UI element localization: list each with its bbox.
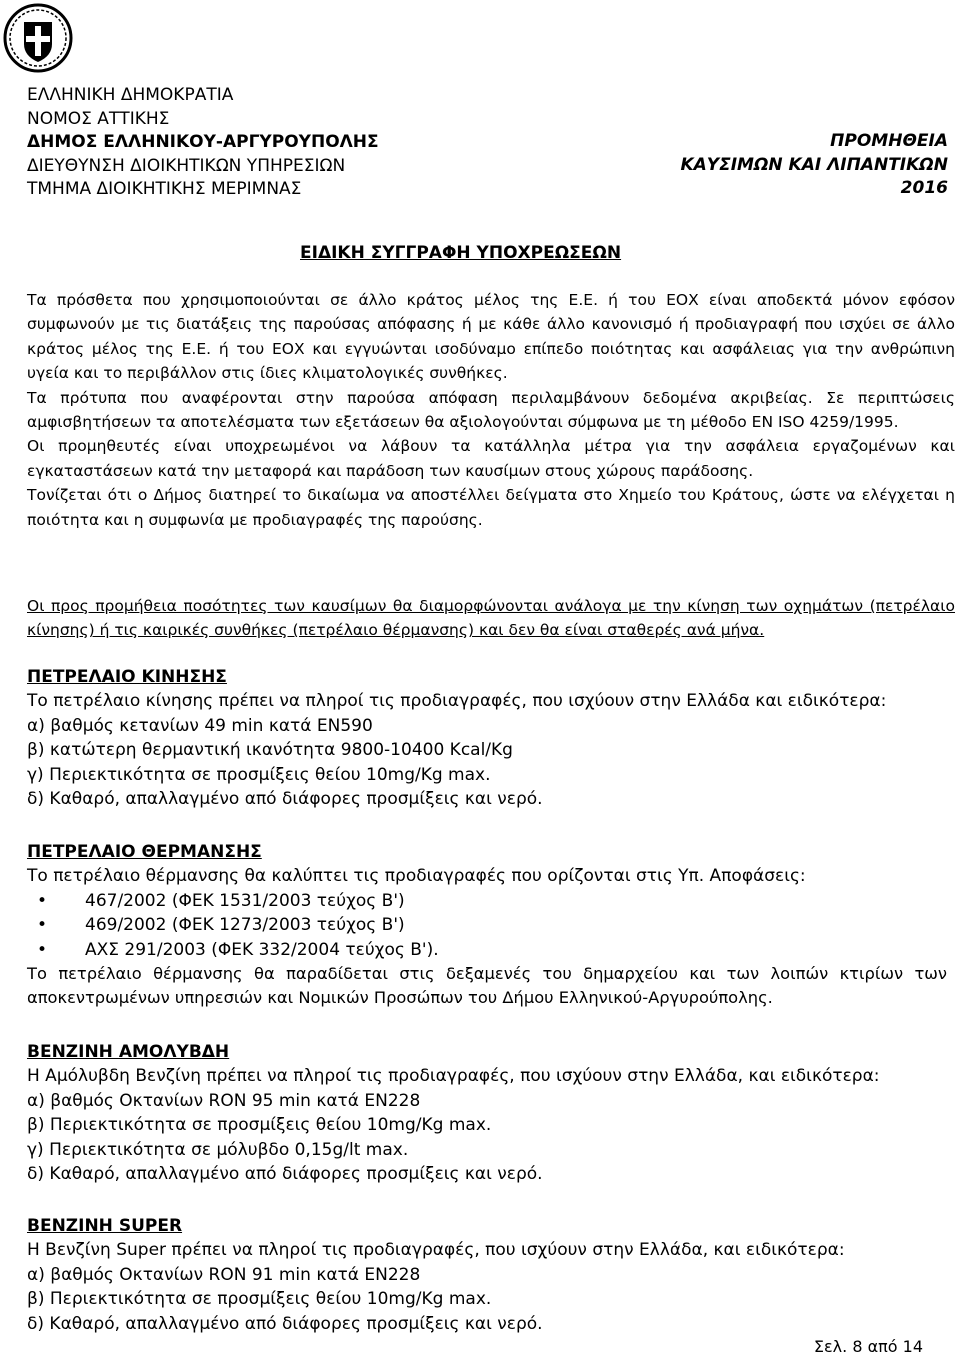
list-item: • 467/2002 (ΦΕΚ 1531/2003 τεύχος Β') (27, 889, 947, 913)
coat-of-arms-icon (2, 2, 74, 74)
spec-line: Η Βενζίνη Super πρέπει να πληροί τις προδιαγραφές, που ισχύουν στην Ελλάδα, και ειδικότερα: (27, 1240, 845, 1261)
intro-section (27, 288, 955, 532)
spec-line: β) Περιεκτικότητα σε προσμίξεις θείου 10mg/Kg max. (27, 1115, 492, 1136)
header-line: ΕΛΛΗΝΙΚΗ ΔΗΜΟΚΡΑΤΙΑ (27, 85, 234, 105)
header-line: ΝΟΜΟΣ ΑΤΤΙΚΗΣ (27, 108, 170, 129)
project-title-block (680, 130, 948, 201)
spec-line: δ) Καθαρό, απαλλαγμένο από διάφορες προσμίξεις και νερό. (27, 789, 543, 810)
list-item: • ΑΧΣ 291/2003 (ΦΕΚ 332/2004 τεύχος Β'). (27, 938, 947, 962)
paragraph: Τονίζεται ότι ο Δήμος διατηρεί το δικαίωμα να αποστέλλει δείγματα στο Χημείο του Κράτους, ώστε να ελέγχεται η ποιότητα και η συμφωνία με προδιαγραφές της παρούσης. (27, 486, 955, 529)
heating-section (27, 840, 947, 1011)
section-heading: ΠΕΤΡΕΛΑΙΟ ΚΙΝΗΣΗΣ (27, 667, 227, 687)
spec-line: δ) Καθαρό, απαλλαγμένο από διάφορες προσμίξεις και νερό. (27, 1313, 543, 1334)
spec-line: β) Περιεκτικότητα σε προσμίξεις θείου 10mg/Kg max. (27, 1289, 492, 1310)
quantities-note (27, 594, 955, 643)
underlined-note: Οι προς προμήθεια ποσότητες των καυσίμων θα διαμορφώνονται ανάλογα με την κίνηση των οχημάτων (πετρέλαιο κίνησης) ή τις καιρικές συνθήκες (πετρέλαιο θέρμανσης) και δεν θα είναι σταθερές ανά μήνα. (27, 597, 955, 640)
super-section (27, 1214, 947, 1336)
project-subtitle: ΚΑΥΣΙΜΩΝ ΚΑΙ ΛΙΠΑΝΤΙΚΩΝ (680, 154, 948, 175)
spec-line: Το πετρέλαιο θέρμανσης θα καλύπτει τις προδιαγραφές που ορίζονται στις Υπ. Αποφάσεις: (27, 866, 806, 887)
paragraph: Τα πρότυπα που αναφέρονται στην παρούσα απόφαση περιλαμβάνουν δεδομένα ακριβείας. Σε περιπτώσεις αμφισβητήσεων τα αποτελέσματα των εξετάσεων θα αξιολογούνται σύμφωνα με τη μέθοδο EN ISO 4259/1995. (27, 388, 955, 432)
list-item: • 469/2002 (ΦΕΚ 1273/2003 τεύχος Β') (27, 913, 947, 937)
paragraph: Οι προμηθευτές είναι υποχρεωμένοι να λάβουν τα κατάλληλα μέτρα για την ασφάλεια εργαζομένων και εγκαταστάσεων κατά την μεταφορά και παράδοση των καυσίμων στους χώρους παράδοσης. (27, 437, 955, 480)
spec-line: γ) Περιεκτικότητα σε προσμίξεις θείου 10mg/Kg max. (27, 764, 491, 785)
project-year: 2016 (900, 178, 948, 198)
spec-line: α) βαθμός κετανίων 49 min κατά ΕΝ590 (27, 715, 373, 736)
issuer-block (27, 84, 379, 202)
spec-line: Η Αμόλυβδη Βενζίνη πρέπει να πληροί τις προδιαγραφές, που ισχύουν στην Ελλάδα, και ειδικότερα: (27, 1066, 880, 1087)
page-number: Σελ. 8 από 14 (813, 1337, 923, 1356)
spec-line: γ) Περιεκτικότητα σε μόλυβδο 0,15g/lt max. (27, 1139, 409, 1160)
section-heading: ΠΕΤΡΕΛΑΙΟ ΘΕΡΜΑΝΣΗΣ (27, 842, 262, 862)
header-line: ΤΜΗΜΑ ΔΙΟΙΚΗΤΙΚΗΣ ΜΕΡΙΜΝΑΣ (27, 179, 302, 199)
spec-line: δ) Καθαρό, απαλλαγμένο από διάφορες προσμίξεις και νερό. (27, 1164, 543, 1185)
header-line: ΔΙΕΥΘΥΝΣΗ ΔΙΟΙΚΗΤΙΚΩΝ ΥΠΗΡΕΣΙΩΝ (27, 155, 346, 176)
spec-line: Το πετρέλαιο κίνησης πρέπει να πληροί τις προδιαγραφές, που ισχύουν στην Ελλάδα και ειδικότερα: (27, 691, 887, 712)
spec-line: α) βαθμός Οκτανίων RON 95 min κατά ΕΝ228 (27, 1090, 421, 1111)
unleaded-section (27, 1040, 947, 1186)
spec-line: β) κατώτερη θερμαντική ικανότητα 9800-10400 Kcal/Kg (27, 740, 513, 761)
decision-list (27, 889, 947, 962)
paragraph: Τα πρόσθετα που χρησιμοποιούνται σε άλλο κράτος μέλος της Ε.Ε. ή του ΕΟΧ είναι αποδεκτά μόνον εφόσον συμφωνούν με τις διατάξεις της παρούσας απόφασης ή με κάθε άλλο κανονισμό ή προδιαγραφή που ισχύει σε άλλο κράτος μέλος της Ε.Ε. ή του ΕΟΧ και εγγυώνται ισοδύναμο επίπεδο ποιότητας και ασφάλειας για την ανθρώπινη υγεία και το περιβάλλον στις ίδιες κλιματολογικές συνθήκες. (27, 291, 955, 383)
spec-line: α) βαθμός Οκτανίων RON 91 min κατά ΕΝ228 (27, 1264, 421, 1285)
section-heading: ΒΕΝΖΙΝΗ SUPER (27, 1216, 183, 1236)
diesel-section (27, 665, 947, 811)
project-title: ΠΡΟΜΗΘΕΙΑ (830, 131, 948, 151)
document-title: ΕΙΔΙΚΗ ΣΥΓΓΡΑΦΗ ΥΠΟΧΡΕΩΣΕΩΝ (300, 243, 622, 263)
section-heading: ΒΕΝΖΙΝΗ ΑΜΟΛΥΒΔΗ (27, 1042, 230, 1062)
paragraph: Το πετρέλαιο θέρμανσης θα παραδίδεται στις δεξαμενές του δημαρχείου και των λοιπών κτιρίων των αποκεντρωμένων υπηρεσιών και Νομικών Προσώπων του Δήμου Ελληνικού-Αργυρούπολης. (27, 964, 947, 1008)
municipality-name: ΔΗΜΟΣ ΕΛΛΗΝΙΚΟΥ-ΑΡΓΥΡΟΥΠΟΛΗΣ (27, 132, 379, 152)
